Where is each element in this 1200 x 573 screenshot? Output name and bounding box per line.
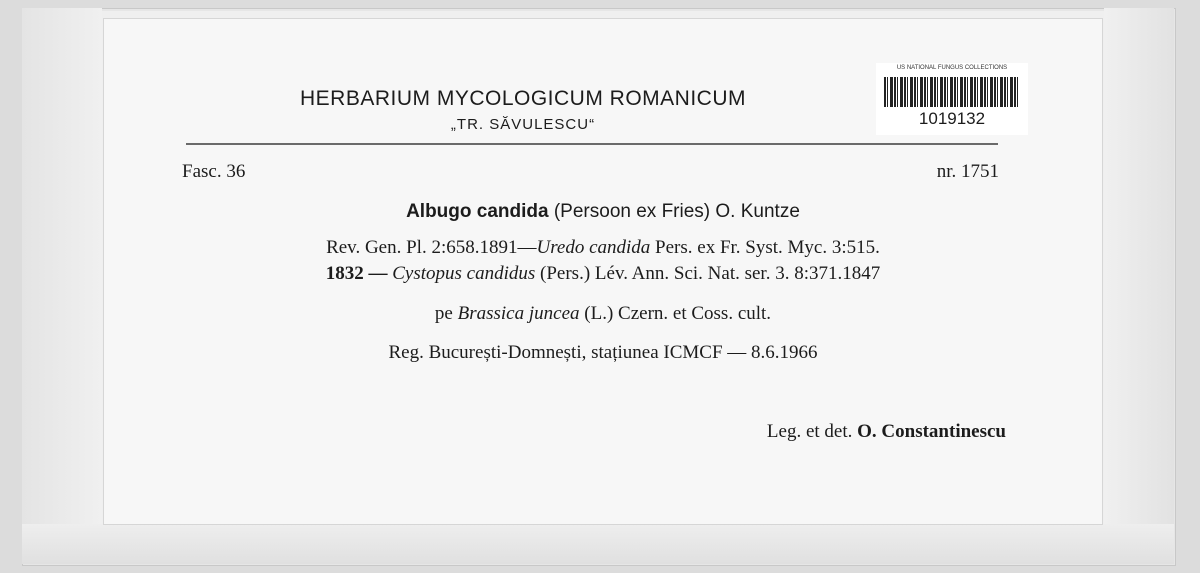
taxon-line xyxy=(104,201,1102,223)
herbarium-label xyxy=(103,18,1103,525)
fascicle-number: Fasc. 36 xyxy=(182,161,246,182)
host-authority: (L.) Czern. et Coss. cult. xyxy=(579,303,772,324)
host-line xyxy=(104,303,1102,325)
citation-text: 1832 — xyxy=(325,263,393,284)
citation-text: Rev. Gen. Pl. 2:658.1891— xyxy=(326,237,537,258)
taxon-name: Albugo candida xyxy=(406,201,549,222)
citation-line-2 xyxy=(104,263,1102,285)
barcode-label xyxy=(876,63,1028,135)
citation-line-1 xyxy=(104,237,1102,259)
barcode-image xyxy=(884,77,1020,107)
barcode-caption: US NATIONAL FUNGUS COLLECTIONS xyxy=(896,65,1008,71)
synonym-name: Cystopus candidus xyxy=(392,263,536,284)
host-name: Brassica juncea xyxy=(457,303,580,324)
host-prefix: pe xyxy=(434,303,458,324)
barcode-number: 1019132 xyxy=(918,109,986,128)
collector-line xyxy=(767,421,1006,443)
synonym-name: Uredo candida xyxy=(536,237,651,258)
herbarium-subtitle: „TR. SĂVULESCU“ xyxy=(450,116,596,133)
envelope-bottom-flap xyxy=(22,524,1174,564)
citation-text: Pers. ex Fr. Syst. Myc. 3:515. xyxy=(650,237,880,258)
header-rule xyxy=(186,143,998,145)
locality-line: Reg. București-Domnești, stațiunea ICMCF — 8.6.1966 xyxy=(388,342,818,363)
collector-name: O. Constantinescu xyxy=(857,421,1006,442)
specimen-number: nr. 1751 xyxy=(936,161,999,182)
citation-text: (Pers.) Lév. Ann. Sci. Nat. ser. 3. 8:371.1847 xyxy=(535,263,881,284)
taxon-authority: (Persoon ex Fries) O. Kuntze xyxy=(553,201,800,222)
collector-prefix: Leg. et det. xyxy=(766,421,858,442)
envelope-right-flap xyxy=(1104,8,1174,564)
herbarium-title: HERBARIUM MYCOLOGICUM ROMANICUM xyxy=(299,87,746,110)
envelope-left-flap xyxy=(22,8,102,564)
